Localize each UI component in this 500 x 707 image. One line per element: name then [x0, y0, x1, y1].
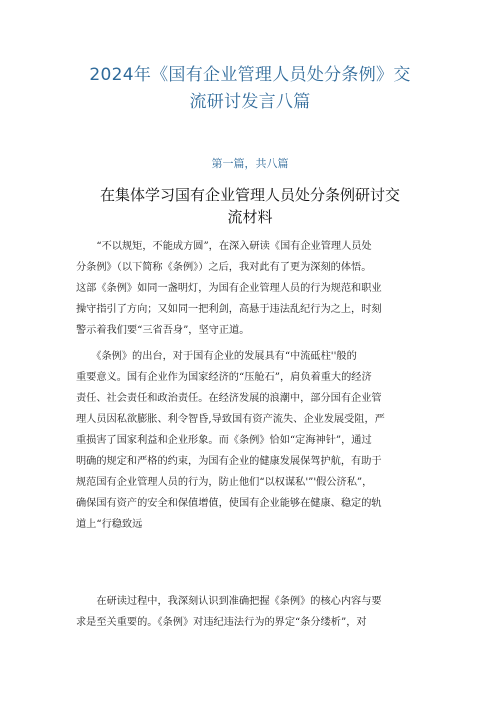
- paragraph-line: 警示着我们要“三省吾身”，坚守正道。: [76, 325, 250, 336]
- paragraph-line: 确保国有资产的安全和保值增值，使国有企业能够在健康、稳定的轨: [76, 498, 382, 509]
- paragraph-line: 这部《条例》如同一盏明灯，为国有企业管理人员的行为规范和职业: [76, 283, 382, 294]
- paragraph-line: 规范国有企业管理人员的行为，防止他们“以权谋私'”'假公济私”，: [76, 477, 373, 488]
- paragraph-line: 责任、社会责任和政治责任。在经济发展的浪潮中，部分国有企业管: [76, 393, 382, 404]
- paragraph-line: 分条例》（以下简称《条例》）之后，我对此有了更为深刻的体悟。: [76, 262, 372, 273]
- section-heading-line-2: 流材料: [227, 208, 273, 226]
- paragraph-line: “不以规矩，不能成方圆”，在深入研读《国有企业管理人员处: [76, 241, 372, 252]
- section-label: 第一篇，共八篇: [211, 157, 289, 170]
- section-heading: [70, 184, 430, 228]
- document-title-line-2: 流研讨发言八篇: [189, 92, 311, 112]
- document-title-line-1: 2024年《国有企业管理人员处分条例》交: [89, 65, 411, 85]
- paragraph-line: 明确的规定和严格的约束，为国有企业的健康发展保驾护航，有助于: [76, 456, 382, 467]
- paragraph-3: [76, 591, 430, 633]
- paragraph-line: 求是至关重要的。《条例》对违纪违法行为的界定“条分缕析”，对: [76, 617, 367, 628]
- paragraph-line: 理人员因私欲膨胀、利令智昏,导致国有资产流失、企业发展受阻，严: [76, 414, 385, 425]
- paragraph-line: 在研读过程中，我深刻认识到准确把握《条例》的核心内容与要: [76, 596, 382, 607]
- paragraph-line: 道上“行稳致远: [76, 519, 143, 530]
- document-title: [40, 62, 460, 116]
- paragraph-line: 重损害了国家利益和企业形象。而《条例》恰如“定海神针”，通过: [76, 435, 372, 446]
- paragraph-line: 《条例》的出台，对于国有企业的发展具有“中流砥柱''般的: [76, 351, 357, 362]
- paragraph-2: [76, 346, 430, 535]
- section-heading-line-1: 在集体学习国有企业管理人员处分条例研讨交: [99, 186, 400, 204]
- paragraph-1: [76, 236, 430, 341]
- paragraph-line: 操守指引了方向；又如同一把利剑，高悬于违法乱纪行为之上，时刻: [76, 304, 382, 315]
- paragraph-line: 重要意义。国有企业作为国家经济的“压舱石”，肩负着重大的经济: [76, 372, 372, 383]
